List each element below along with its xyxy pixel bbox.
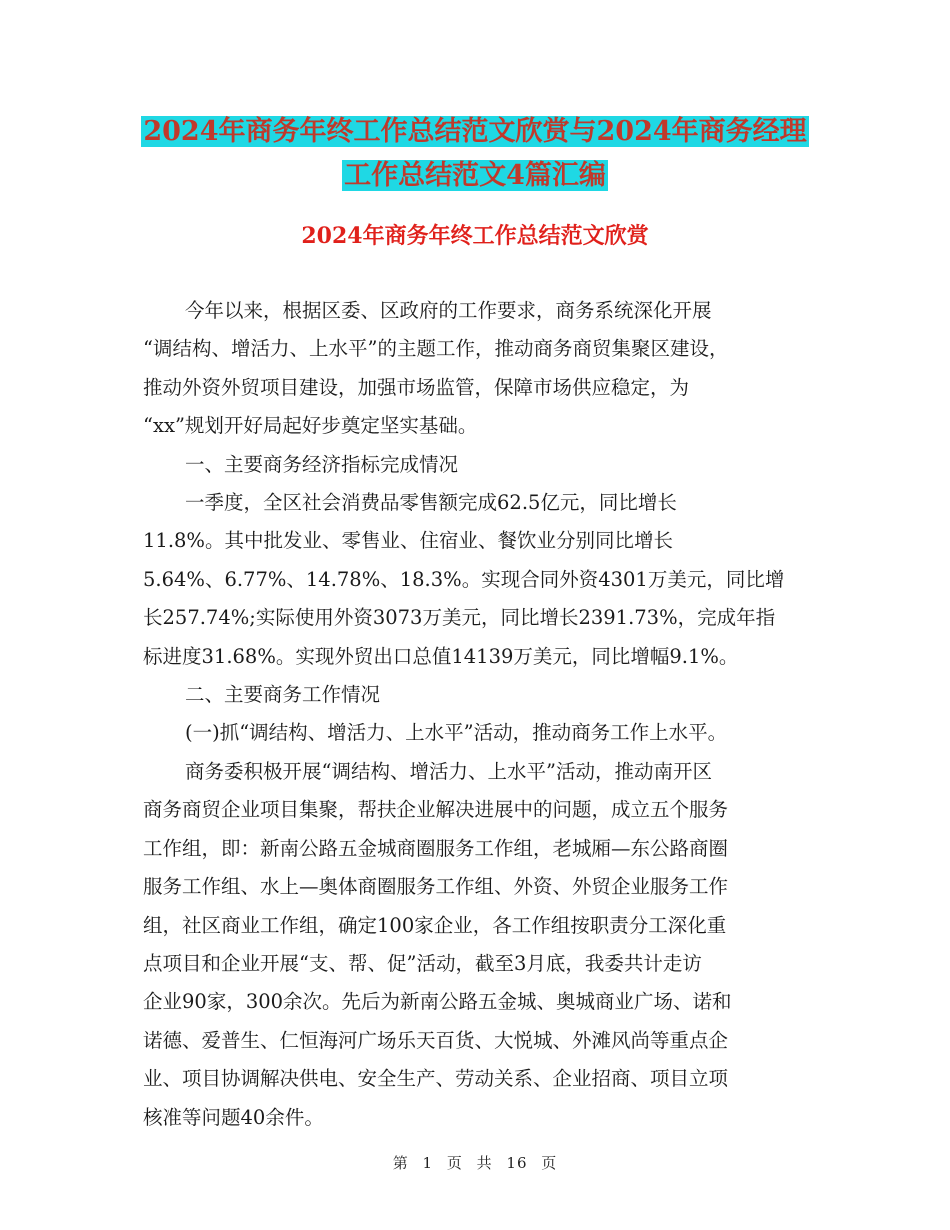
body-line: 企业90家，300余次。先后为新南公路五金城、奥城商业广场、诺和	[143, 990, 732, 1014]
footer-current-page: 1	[422, 1154, 434, 1172]
body-line: 一、主要商务经济指标完成情况	[185, 452, 459, 476]
body-line: 点项目和企业开展“支、帮、促”活动，截至3月底，我委共计走访	[143, 951, 702, 975]
footer-total-pages: 16	[506, 1154, 528, 1172]
section-heading: 2024年商务年终工作总结范文欣赏	[301, 223, 649, 249]
document-title-text-1: 2024年商务年终工作总结范文欣赏与2024年商务经理	[143, 116, 807, 147]
body-line: 商务商贸企业项目集聚，帮扶企业解决进展中的问题，成立五个服务	[143, 798, 729, 822]
body-line: (一)抓“调结构、增活力、上水平”活动，推动商务工作上水平。	[185, 721, 728, 745]
body-line: 商务委积极开展“调结构、增活力、上水平”活动，推动南开区	[185, 759, 712, 783]
document-title-line-2	[0, 155, 950, 197]
body-line: “xx”规划开好局起好步奠定坚实基础。	[143, 414, 478, 438]
document-title-text-2: 工作总结范文4篇汇编	[344, 160, 606, 191]
body-line: 工作组，即：新南公路五金城商圈服务工作组，老城厢—东公路商圈	[143, 836, 729, 860]
body-line: 核准等问题40余件。	[143, 1105, 324, 1129]
body-line: 业、项目协调解决供电、安全生产、劳动关系、企业招商、项目立项	[143, 1067, 729, 1091]
document-title-line-1	[0, 111, 950, 153]
body-line: 二、主要商务工作情况	[185, 683, 381, 707]
body-line: 诺德、爱普生、仁恒海河广场乐天百货、大悦城、外滩风尚等重点企	[143, 1028, 729, 1052]
body-text	[143, 292, 823, 1137]
footer-suffix: 页	[541, 1154, 558, 1172]
body-line: 标进度31.68%。实现外贸出口总值14139万美元，同比增幅9.1%。	[143, 644, 739, 668]
footer-total-word: 共	[476, 1154, 493, 1172]
body-line: 服务工作组、水上—奥体商圈服务工作组、外资、外贸企业服务工作	[143, 875, 729, 899]
body-line: 5.64%、6.77%、14.78%、18.3%。实现合同外资4301万美元，同比增	[143, 567, 785, 591]
body-line: 推动外资外贸项目建设，加强市场监管，保障市场供应稳定，为	[143, 375, 690, 399]
body-line: “调结构、增活力、上水平”的主题工作，推动商务商贸集聚区建设，	[143, 337, 729, 361]
page-footer	[0, 1152, 950, 1173]
body-line: 一季度，全区社会消费品零售额完成62.5亿元，同比增长	[185, 491, 677, 515]
body-line: 组，社区商业工作组，确定100家企业，各工作组按职责分工深化重	[143, 913, 727, 937]
footer-prefix: 第	[392, 1154, 409, 1172]
body-line: 11.8%。其中批发业、零售业、住宿业、餐饮业分别同比增长	[143, 529, 673, 553]
body-line: 长257.74%;实际使用外资3073万美元，同比增长2391.73%，完成年指	[143, 606, 776, 630]
body-line: 今年以来，根据区委、区政府的工作要求，商务系统深化开展	[185, 299, 712, 322]
footer-page-word: 页	[446, 1154, 463, 1172]
